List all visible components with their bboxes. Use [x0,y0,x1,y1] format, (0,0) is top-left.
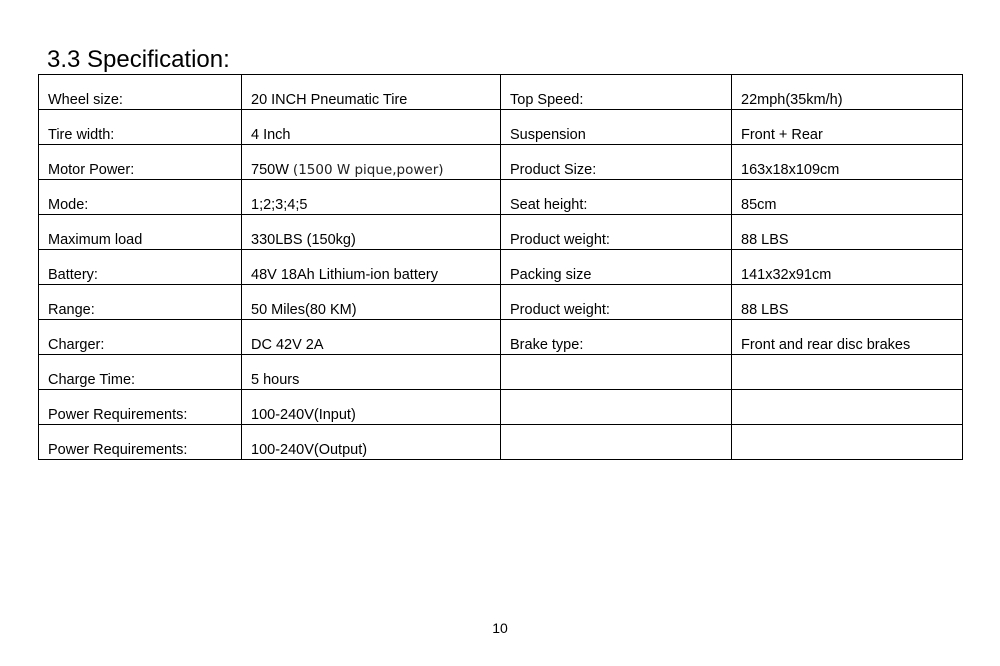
spec-empty-cell [732,390,963,425]
spec-label-cell: Tire width: [39,110,242,145]
spec-value-cell: Front and rear disc brakes [732,320,963,355]
spec-label-cell: Range: [39,285,242,320]
spec-value-cell: 100-240V(Output) [242,425,501,460]
spec-label-cell: Maximum load [39,215,242,250]
table-row [39,355,963,390]
spec-empty-cell [501,390,732,425]
spec-value-cell: 20 INCH Pneumatic Tire [242,75,501,110]
spec-label-cell: Charger: [39,320,242,355]
spec-value-cell: 100-240V(Input) [242,390,501,425]
spec-empty-cell [501,425,732,460]
spec-value-cell: 163x18x109cm [732,145,963,180]
spec-label-cell: Seat height: [501,180,732,215]
spec-label-cell: Brake type: [501,320,732,355]
spec-label-cell: Mode: [39,180,242,215]
motor-power-note: (1500 W pique,power) [292,162,444,178]
spec-label-cell: Motor Power: [39,145,242,180]
spec-label-cell: Top Speed: [501,75,732,110]
spec-value-cell: 88 LBS [732,215,963,250]
table-row [39,110,963,145]
spec-label-cell: Suspension [501,110,732,145]
spec-label-cell: Power Requirements: [39,390,242,425]
spec-label-cell: Packing size [501,250,732,285]
spec-empty-cell [732,425,963,460]
spec-value-cell: 4 Inch [242,110,501,145]
table-row [39,250,963,285]
spec-label-cell: Product weight: [501,285,732,320]
table-row [39,145,963,180]
spec-value-cell: 50 Miles(80 KM) [242,285,501,320]
spec-value-cell: 85cm [732,180,963,215]
spec-value-cell: 48V 18Ah Lithium-ion battery [242,250,501,285]
spec-value-cell: 330LBS (150kg) [242,215,501,250]
spec-empty-cell [501,355,732,390]
spec-label-cell: Product weight: [501,215,732,250]
table-row [39,425,963,460]
page-number: 10 [492,620,508,636]
spec-value-cell: 5 hours [242,355,501,390]
spec-value-cell: 88 LBS [732,285,963,320]
spec-value-cell: 1;2;3;4;5 [242,180,501,215]
table-row [39,180,963,215]
spec-empty-cell [732,355,963,390]
spec-value-cell: Front + Rear [732,110,963,145]
spec-value-cell: 22mph(35km/h) [732,75,963,110]
table-row [39,75,963,110]
section-title: 3.3 Specification: [47,46,230,73]
motor-power-value: 750W [251,162,289,178]
table-row [39,320,963,355]
table-row [39,215,963,250]
spec-label-cell: Charge Time: [39,355,242,390]
spec-value-cell [242,145,501,180]
spec-label-cell: Wheel size: [39,75,242,110]
spec-label-cell: Power Requirements: [39,425,242,460]
table-row [39,285,963,320]
table-row [39,390,963,425]
spec-value-cell: DC 42V 2A [242,320,501,355]
specification-table [38,74,963,460]
spec-value-cell: 141x32x91cm [732,250,963,285]
spec-label-cell: Product Size: [501,145,732,180]
spec-label-cell: Battery: [39,250,242,285]
